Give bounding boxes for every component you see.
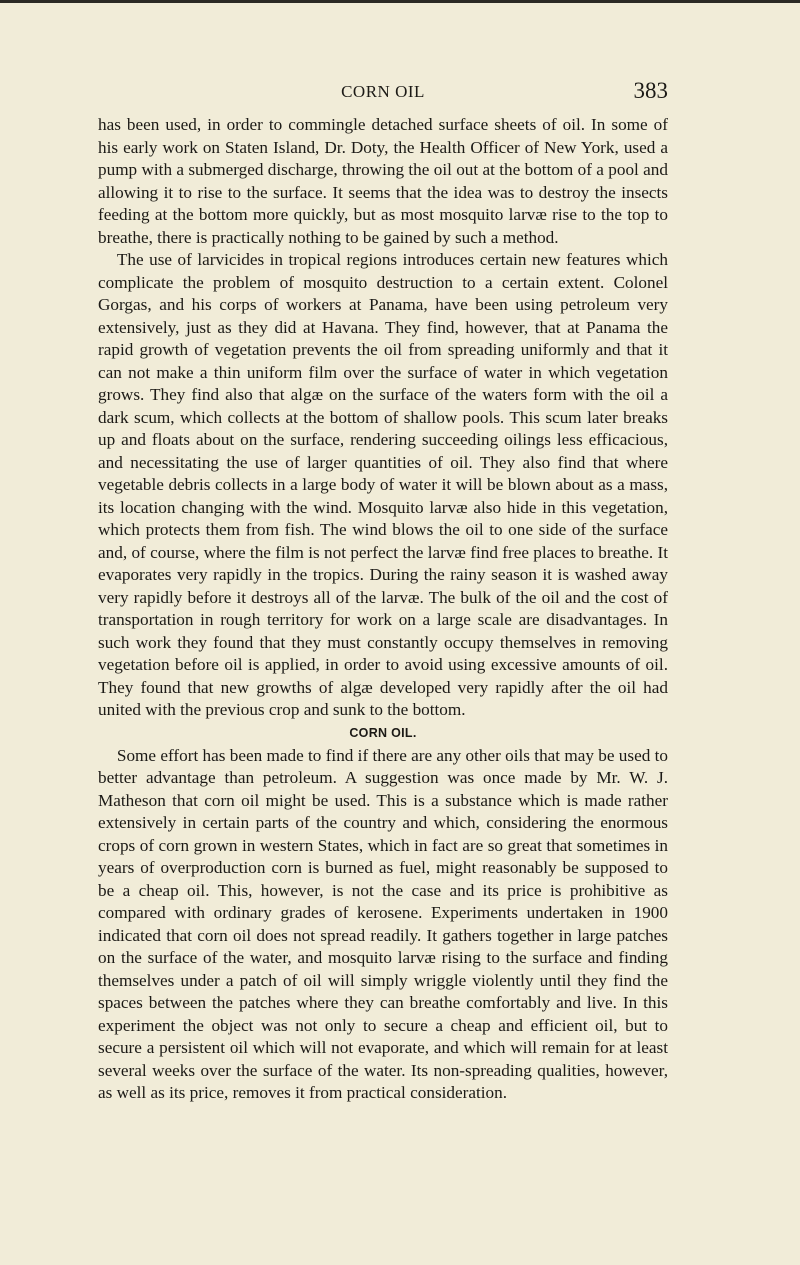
paragraph-corn-oil: Some effort has been made to find if there are any other oils that may be used to better advantage than petroleum. A suggestion was once made by Mr. W. J. Matheson that corn oil might be used. This is a substance which is made rather extensively in certain parts of the country and which, considering the enormous crops of corn grown in western States, which in fact are so great that sometimes in years of overproduction corn is burned as fuel, might reasonably be supposed to be a cheap oil. This, however, is not the case and its price is prohibitive as compared with ordinary grades of kerosene. Experiments undertaken in 1900 indicated that corn oil does not spread readily. It gathers together in large patches on the surface of the water, and mosquito larvæ rising to the surface and finding themselves under a patch of oil will simply wriggle violently until they find the spaces between the patches where they can breathe comfortably and live. In this experiment the object was not only to secure a cheap and efficient oil, but to secure a persistent oil which will not evaporate, and which will remain for at least several weeks over the surface of the water. Its non-spreading qualities, however, as well as its price, removes it from practical consideration. bbox=[98, 745, 668, 1102]
text-body bbox=[98, 114, 668, 1105]
paragraph-continuation: has been used, in order to commingle detached surface sheets of oil. In some of his early work on Staten Island, Dr. Doty, the Health Officer of New York, used a pump with a submerged discharge, throwing the oil out at the bottom of a pool and allowing it to rise to the surface. It seems that the idea was to destroy the insects feeding at the bottom more quickly, but as most mosquito larvæ rise to the top to breathe, there is practically nothing to be gained by such a method. bbox=[98, 115, 668, 247]
section-heading-corn-oil: CORN OIL. bbox=[349, 725, 417, 740]
running-title: CORN OIL bbox=[341, 82, 425, 101]
top-page-rule bbox=[0, 0, 800, 3]
page-number: 383 bbox=[633, 78, 668, 103]
paragraph-larvicides-tropical: The use of larvicides in tropical regions introduces certain new features which complicate the problem of mosquito destruction to a certain extent. Colonel Gorgas, and his corps of workers at Panama, have been using petroleum very extensively, just as they did at Havana. They find, however, that at Panama the rapid growth of vegetation prevents the oil from spreading uniformly and that it can not make a thin uniform film over the surface of water in which vegetation grows. They find also that algæ on the surface of the waters form with the oil a dark scum, which collects at the bottom of shallow pools. This scum later breaks up and floats about on the surface, rendering succeeding oilings less efficacious, and necessitating the use of larger quantities of oil. They also find that where vegetable debris collects in a large body of water it will be blown about as a mass, its location changing with the wind. Mosquito larvæ also hide in this vegetation, which protects them from fish. The wind blows the oil to one side of the surface and, of course, where the film is not perfect the larvæ find free places to breathe. It evaporates very rapidly in the tropics. During the rainy season it is washed away very rapidly before it destroys all of the larvæ. The bulk of the oil and the cost of transportation in rough territory for work on a large scale are disadvantages. In such work they found that they must constantly occupy themselves in removing vegetation before oil is applied, in order to avoid using excessive amounts of oil. They found that new growths of algæ developed very rapidly after the oil had united with the previous crop and sunk to the bottom. bbox=[98, 250, 668, 719]
page-header bbox=[98, 78, 668, 108]
